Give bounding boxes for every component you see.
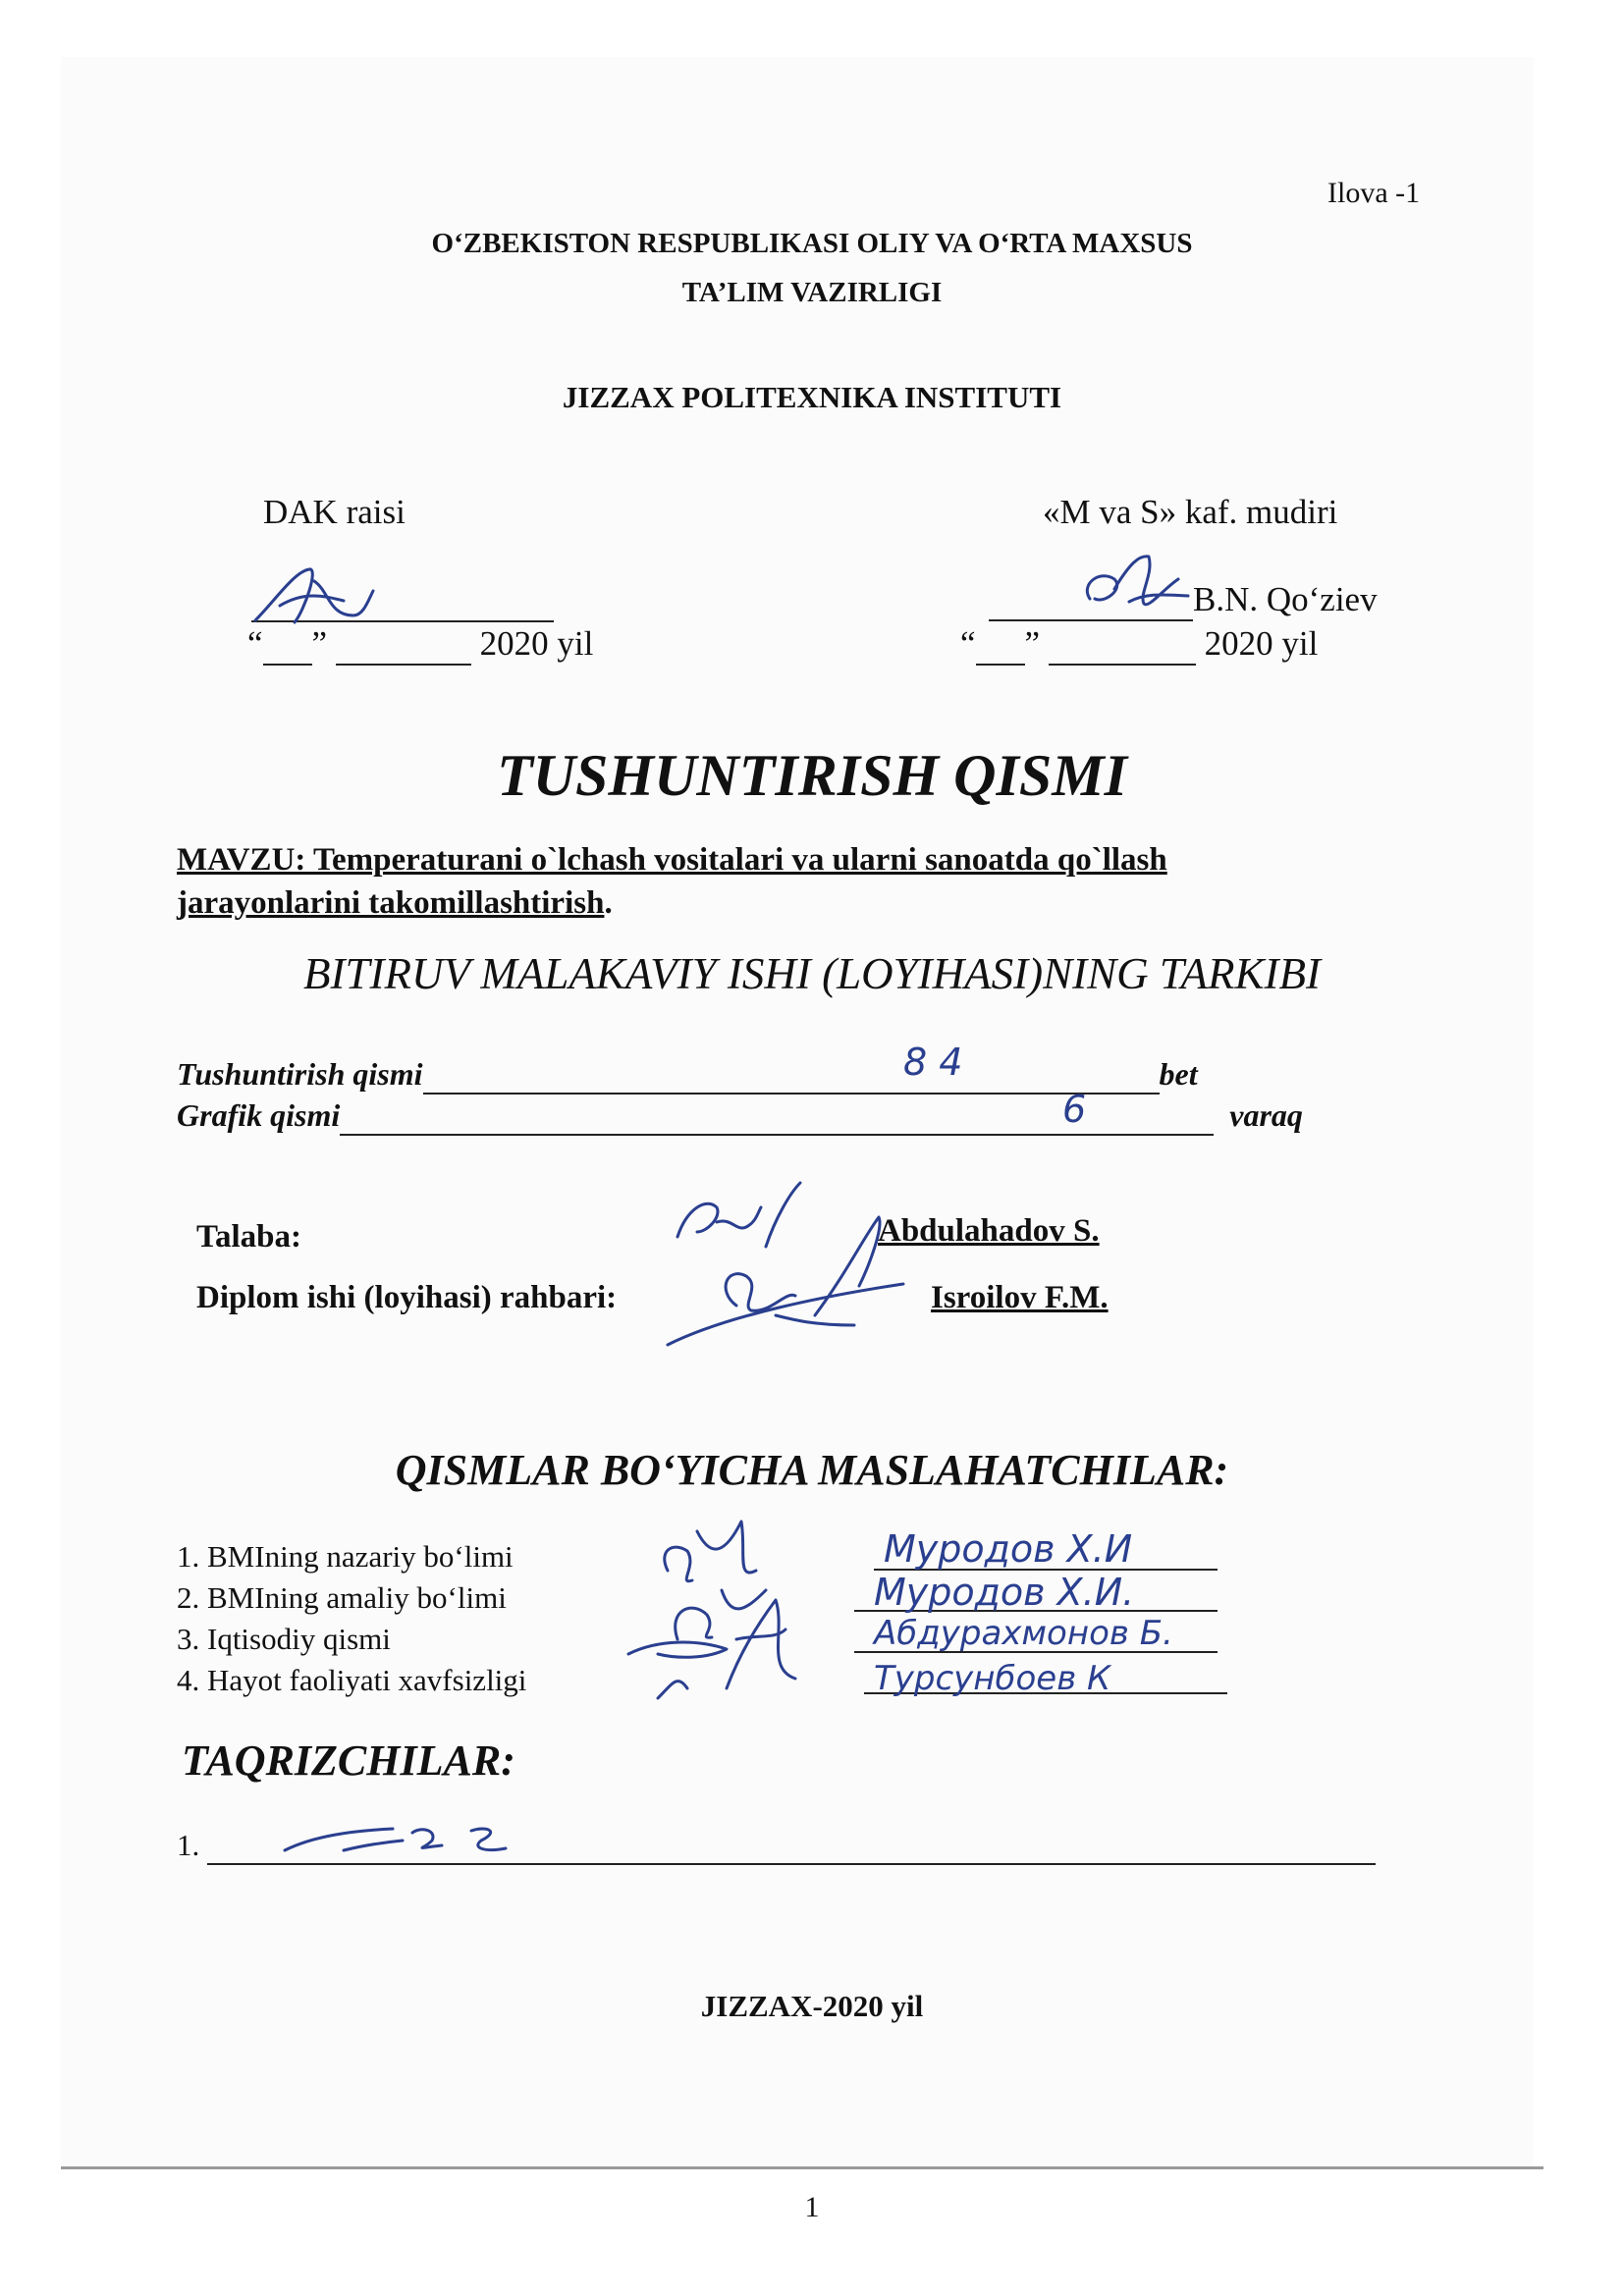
supervisor-signature bbox=[648, 1198, 962, 1355]
consultant-item-3: 3. Iqtisodiy qismi bbox=[177, 1622, 391, 1656]
student-label: Talaba: bbox=[196, 1219, 301, 1255]
reviewers-title: TAQRIZCHILAR: bbox=[182, 1736, 515, 1785]
consultant-signed-name-2: Муродов Х.И. bbox=[874, 1571, 1135, 1614]
approval-right-date bbox=[960, 624, 1318, 666]
composition-title: BITIRUV MALAKAVIY ISHI (LOYIHASI)NING TARKIBI bbox=[303, 949, 1321, 998]
topic-line-2 bbox=[177, 885, 613, 922]
consultant-signed-name-3: Абдурахмонов Б. bbox=[874, 1614, 1173, 1653]
annex-label: Ilova -1 bbox=[1327, 177, 1421, 209]
month-blank-right bbox=[1049, 624, 1196, 666]
date-quote-open-right: “ bbox=[960, 624, 976, 663]
approval-right-name: B.N. Qo‘ziev bbox=[1193, 580, 1378, 618]
date-quote-open: “ bbox=[247, 624, 263, 663]
date-quote-close-right: ” bbox=[1024, 624, 1041, 663]
explanation-row bbox=[177, 1056, 1198, 1095]
consultant-item-1: 1. BMIning nazariy bo‘limi bbox=[177, 1539, 514, 1574]
explanation-value: 8 4 bbox=[903, 1041, 963, 1084]
main-title: TUSHUNTIRISH QISMI bbox=[497, 743, 1127, 808]
day-blank-right bbox=[976, 624, 1025, 666]
day-blank bbox=[263, 624, 312, 666]
ministry-line-2: TA’LIM VAZIRLIGI bbox=[681, 277, 943, 308]
approval-right-year: 2020 yil bbox=[1204, 624, 1319, 663]
reviewer-number: 1. bbox=[177, 1828, 200, 1862]
student-name: Abdulahadov S. bbox=[878, 1213, 1100, 1249]
supervisor-label: Diplom ishi (loyihasi) rahbari: bbox=[196, 1280, 618, 1315]
consultant-signed-name-1: Муродов Х.И bbox=[884, 1527, 1133, 1571]
date-quote-close: ” bbox=[311, 624, 328, 663]
consultant-signed-name-4: Турсунбоев К bbox=[874, 1659, 1111, 1698]
month-blank bbox=[336, 624, 471, 666]
graphic-label: Grafik qismi bbox=[177, 1097, 341, 1133]
approval-left-year: 2020 yil bbox=[479, 624, 594, 663]
topic-text-2: jarayonlarini takomillashtirish bbox=[177, 885, 605, 921]
graphic-unit: varaq bbox=[1229, 1097, 1303, 1133]
approval-right-title: «M va S» kaf. mudiri bbox=[1043, 493, 1338, 531]
graphic-value: 6 bbox=[1062, 1088, 1087, 1131]
graphic-row bbox=[177, 1097, 1303, 1136]
scan-edge-line bbox=[61, 2166, 1543, 2169]
consultant-signatures bbox=[619, 1492, 874, 1708]
explanation-unit: bet bbox=[1159, 1056, 1198, 1092]
topic-dot: . bbox=[604, 885, 613, 921]
consultant-item-2: 2. BMIning amaliy bo‘limi bbox=[177, 1580, 507, 1615]
department-head-signature bbox=[1070, 545, 1198, 623]
explanation-label: Tushuntirish qismi bbox=[177, 1056, 423, 1092]
institute-name: JIZZAX POLITEXNIKA INSTITUTI bbox=[562, 380, 1062, 414]
topic-text-1: MAVZU: Temperaturani o`lchash vositalari va ularni sanoatda qo`llash bbox=[177, 842, 1167, 878]
ministry-line-1: O‘ZBEKISTON RESPUBLIKASI OLIY VA O‘RTA MAXSUS bbox=[431, 228, 1193, 259]
explanation-fill-line bbox=[423, 1056, 1160, 1095]
footer-city-year: JIZZAX-2020 yil bbox=[700, 1989, 924, 2023]
page-number: 1 bbox=[804, 2191, 820, 2223]
consultant-item-4: 4. Hayot faoliyati xavfsizligi bbox=[177, 1663, 527, 1697]
approval-left-date bbox=[247, 624, 593, 666]
topic-line-1 bbox=[177, 842, 1167, 879]
approval-left-title: DAK raisi bbox=[263, 493, 406, 531]
reviewer-signature bbox=[275, 1811, 530, 1870]
supervisor-name: Isroilov F.M. bbox=[931, 1280, 1109, 1315]
consultants-title: QISMLAR BO‘YICHA MASLAHATCHILAR: bbox=[395, 1446, 1229, 1494]
